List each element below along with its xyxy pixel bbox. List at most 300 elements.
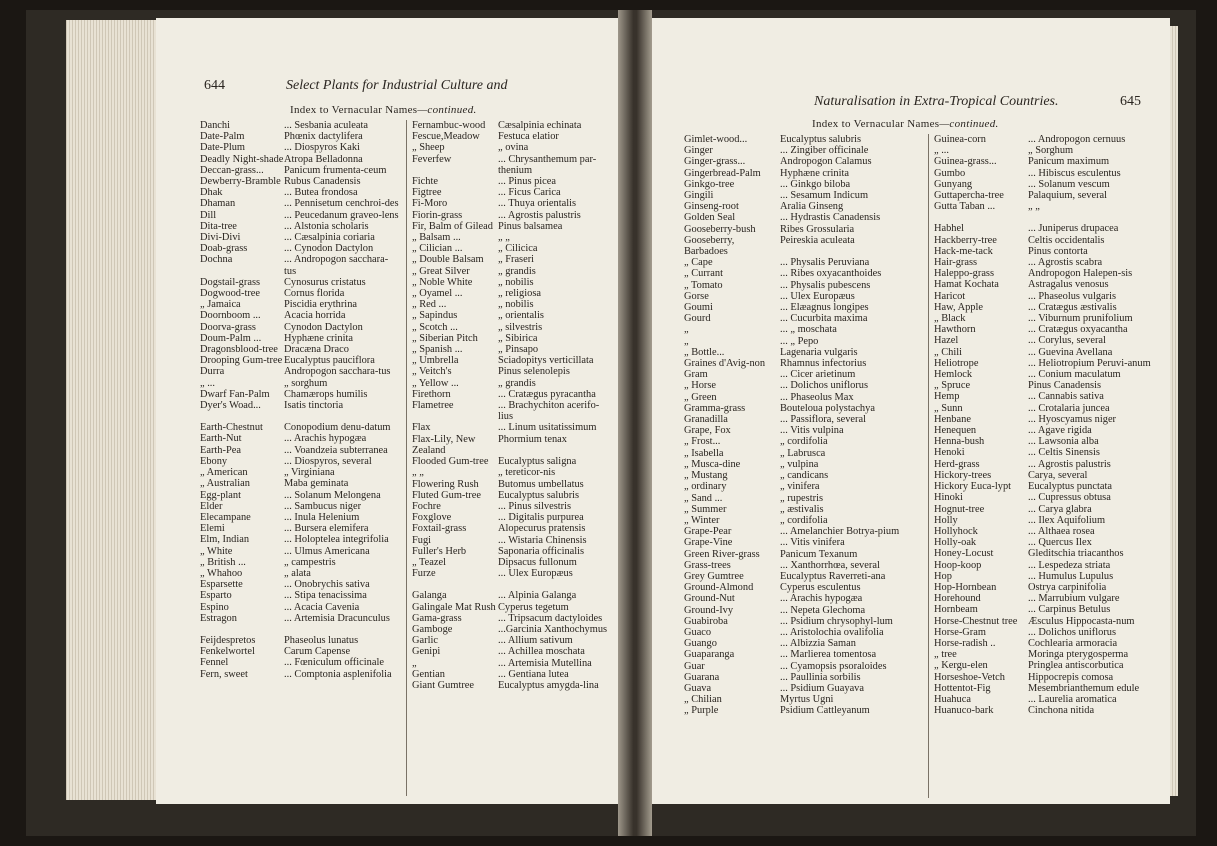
index-latin-name: Psidium Cattleyanum <box>780 705 870 717</box>
left-index-heading <box>290 104 477 116</box>
index-term: „ Mustang <box>684 470 728 482</box>
index-term: Fugi <box>412 534 432 546</box>
index-entry <box>412 333 612 344</box>
index-latin-name: „ rupestris <box>780 492 823 504</box>
index-entry <box>200 142 400 153</box>
index-term: Green River-grass <box>684 548 760 560</box>
index-term: „ Winter <box>684 514 720 526</box>
index-latin-name: ... Cucurbita maxima <box>780 313 868 325</box>
index-entry <box>684 268 922 279</box>
index-latin-name: „ grandis <box>498 265 536 277</box>
index-term: Honey-Locust <box>934 548 994 560</box>
index-latin-name: ... Phaseolus Max <box>780 391 854 403</box>
index-latin-name: ... Phaseolus vulgaris <box>1028 290 1117 302</box>
index-entry <box>934 548 1168 559</box>
index-term: Hop <box>934 570 952 582</box>
index-latin-name: Cochlearia armoracia <box>1028 637 1118 649</box>
index-term: Gingerbread-Palm <box>684 167 761 179</box>
index-latin-name: Palaquium, several <box>1028 190 1108 202</box>
index-latin-name: „ orientalis <box>498 310 544 322</box>
index-term: Golden Seal <box>684 212 736 224</box>
index-entry <box>412 254 612 265</box>
index-latin-name: „ candicans <box>780 470 829 482</box>
index-term: Hinoki <box>934 492 963 504</box>
index-entry <box>200 602 400 613</box>
index-latin-name: ... Heliotropium Peruvi-anum <box>1028 357 1151 369</box>
index-term: Dhaman <box>200 198 236 210</box>
index-term: Haw, Apple <box>934 301 983 313</box>
index-entry <box>684 515 922 526</box>
index-latin-name: ... „ Pepo <box>780 335 819 347</box>
index-entry <box>684 392 922 403</box>
index-term: Guarana <box>684 671 720 683</box>
index-term: Guaco <box>684 626 712 638</box>
index-term: „ Horse <box>684 380 717 392</box>
index-latin-name: ... Sesamum Indicum <box>780 190 869 202</box>
index-latin-name: „ alata <box>284 567 311 579</box>
index-term: Hazel <box>934 335 959 347</box>
index-entry <box>684 448 922 459</box>
index-term: Horse-radish .. <box>934 637 996 649</box>
index-term: Gram <box>684 369 708 381</box>
left-index-heading-text: Index to Vernacular Names <box>290 104 418 116</box>
index-term: Doab-grass <box>200 243 248 255</box>
index-entry <box>684 414 922 425</box>
index-entry <box>412 635 612 646</box>
index-term: „ Purple <box>684 705 719 717</box>
index-latin-name: Sciadopitys verticillata <box>498 355 594 367</box>
index-latin-name: Eucalyptus punctata <box>1028 481 1112 493</box>
index-latin-name: ... Albizzia Saman <box>780 638 856 650</box>
index-latin-name: ... Sambucus niger <box>284 500 362 512</box>
index-entry <box>200 422 400 433</box>
index-entry <box>934 672 1168 683</box>
index-latin-name: Peireskia aculeata <box>780 234 855 246</box>
index-term: Flax-Lily, New Zealand <box>412 433 476 456</box>
index-latin-name: Cyperus tegetum <box>498 601 569 613</box>
index-latin-name: Piscidia erythrina <box>284 299 358 311</box>
index-entry <box>200 288 400 299</box>
left-column-divider <box>406 120 407 796</box>
index-term: Holly-oak <box>934 537 977 549</box>
index-latin-name: ... Aristolochia ovalifolia <box>780 626 884 638</box>
index-latin-name: ... Cratægus oxyacantha <box>1028 324 1128 336</box>
index-term: „ Summer <box>684 503 727 515</box>
index-latin-name: Conopodium denu-datum <box>284 422 391 434</box>
index-latin-name: ... Arachis hypogæa <box>284 433 367 445</box>
index-latin-name: Cornus florida <box>284 288 345 300</box>
index-latin-name: „ æstivalis <box>780 503 824 515</box>
index-entry <box>934 504 1168 515</box>
index-term: Henbane <box>934 413 971 425</box>
index-entry <box>200 546 400 557</box>
index-term: Huanuco-bark <box>934 705 994 717</box>
index-entry <box>200 624 400 635</box>
index-term: Gutta Taban ... <box>934 201 996 213</box>
index-latin-name: Carya, several <box>1028 469 1088 481</box>
index-term: Doum-Palm ... <box>200 332 262 344</box>
index-entry <box>412 266 612 277</box>
index-latin-name: Panicum frumenta-ceum <box>284 164 387 176</box>
index-entry <box>200 613 400 624</box>
index-entry <box>200 657 400 668</box>
index-entry <box>934 425 1168 436</box>
index-entry <box>684 336 922 347</box>
index-entry <box>412 142 612 153</box>
index-entry <box>934 403 1168 414</box>
index-term: Durra <box>200 366 225 378</box>
index-latin-name: Eucalyptus saligna <box>498 456 577 468</box>
index-entry <box>684 347 922 358</box>
index-entry <box>684 560 922 571</box>
index-latin-name: ... Ilex Aquifolium <box>1028 514 1106 526</box>
index-term: Guinea-corn <box>934 134 986 145</box>
index-latin-name: ... Marrubium vulgare <box>1028 593 1120 605</box>
index-term: Guttapercha-tree <box>934 190 1004 202</box>
index-entry <box>200 456 400 467</box>
index-entry <box>200 277 400 288</box>
index-entry <box>200 433 400 444</box>
index-term: „ White <box>200 545 233 557</box>
index-term: Gentian <box>412 668 445 680</box>
index-term: Guava <box>684 682 712 694</box>
index-latin-name: ... Achillea moschata <box>498 646 585 658</box>
index-entry <box>412 590 612 601</box>
index-latin-name: Gleditschia triacanthos <box>1028 548 1124 560</box>
index-term: Fir, Balm of Gilead <box>412 220 493 232</box>
index-latin-name: ... Inula Helenium <box>284 511 360 523</box>
index-latin-name: Eucalyptus amygda-lina <box>498 679 599 691</box>
index-term: Guabiroba <box>684 615 728 627</box>
index-term: „ Double Balsam <box>412 254 484 266</box>
index-term: Gumbo <box>934 167 966 179</box>
index-term: Flowering Rush <box>412 478 479 490</box>
index-latin-name: Atropa Belladonna <box>284 153 363 165</box>
index-term: Horse-Gram <box>934 626 986 638</box>
index-term: Egg-plant <box>200 489 241 501</box>
index-latin-name: ... Lespedeza striata <box>1028 559 1111 571</box>
index-term: Hornbeam <box>934 604 978 616</box>
index-entry <box>200 557 400 568</box>
index-latin-name: „ vulpina <box>780 458 819 470</box>
index-latin-name: Maba geminata <box>284 478 349 490</box>
left-index-column-2 <box>412 120 612 691</box>
index-latin-name: Eucalyptus salubris <box>498 489 580 501</box>
index-term: Hemp <box>934 391 960 403</box>
index-entry <box>200 210 400 221</box>
index-entry <box>684 683 922 694</box>
index-latin-name: Moringa pterygosperma <box>1028 649 1129 661</box>
index-entry <box>934 369 1168 380</box>
index-latin-name: Pinus Canadensis <box>1028 380 1102 392</box>
index-latin-name: Pinus selenolepis <box>498 366 570 378</box>
index-term: „ Whahoo <box>200 567 243 579</box>
index-entry <box>684 235 922 257</box>
index-entry <box>934 257 1168 268</box>
index-entry <box>934 190 1168 201</box>
index-latin-name: ... „ moschata <box>780 324 837 336</box>
index-latin-name: ... Elæagnus longipes <box>780 302 869 314</box>
index-term <box>412 579 498 590</box>
index-term: Hognut-tree <box>934 503 985 515</box>
index-latin-name: Carum Capense <box>284 646 351 658</box>
index-entry <box>684 201 922 212</box>
index-entry <box>412 355 612 366</box>
index-term: „ Green <box>684 391 717 403</box>
index-latin-name: ... Bursera elemifera <box>284 523 369 535</box>
index-term: Fescue,Meadow <box>412 131 480 143</box>
index-entry <box>200 131 400 142</box>
index-term: „ Sunn <box>934 402 963 414</box>
index-latin-name: ... Pennisetum cenchroi-des <box>284 198 399 210</box>
index-term: Dyer's Woad... <box>200 400 261 412</box>
index-term: Henna-bush <box>934 436 985 448</box>
index-term: Henequen <box>934 425 977 437</box>
index-latin-name: Festuca elatior <box>498 131 559 143</box>
index-term <box>934 212 1028 223</box>
index-term: Guango <box>684 638 717 650</box>
index-latin-name: ... Andropogon sacchara-tus <box>284 254 389 277</box>
index-entry <box>412 400 612 422</box>
index-entry <box>934 481 1168 492</box>
index-entry <box>412 434 612 456</box>
index-term: Date-Plum <box>200 142 246 154</box>
index-entry <box>412 557 612 568</box>
index-term: „ Currant <box>684 268 723 280</box>
index-latin-name: ... Ficus Carica <box>498 187 561 199</box>
index-latin-name: „ „ <box>498 232 510 244</box>
index-entry <box>684 179 922 190</box>
index-term: Garlic <box>412 635 438 647</box>
index-term: Feverfew <box>412 153 452 165</box>
right-column-divider <box>928 134 929 798</box>
index-term: Hottentot-Fig <box>934 682 991 694</box>
index-term: „ Oyamel ... <box>412 288 463 300</box>
index-entry <box>684 649 922 660</box>
index-term: „ Tomato <box>684 279 723 291</box>
index-term: Hack-me-tack <box>934 245 993 257</box>
index-entry <box>934 279 1168 290</box>
index-entry <box>684 190 922 201</box>
index-term: „ British ... <box>200 556 246 568</box>
index-latin-name: ... Cratægus æstivalis <box>1028 301 1117 313</box>
index-entry <box>934 470 1168 481</box>
index-latin-name: ... Quercus Ilex <box>1028 537 1092 549</box>
index-latin-name: „ Virginiana <box>284 467 335 479</box>
index-latin-name: ... Ribes oxyacanthoides <box>780 268 882 280</box>
index-term: Fichte <box>412 176 438 188</box>
index-term: Dill <box>200 209 217 221</box>
index-entry <box>684 493 922 504</box>
index-term: Divi-Divi <box>200 232 241 244</box>
index-term: Esparsette <box>200 579 243 591</box>
index-entry <box>200 411 400 422</box>
index-entry <box>200 344 400 355</box>
index-latin-name: ... Ulex Europæus <box>780 290 855 302</box>
index-term: Dhak <box>200 187 223 199</box>
index-latin-name: Cynodon Dactylon <box>284 321 363 333</box>
index-term: Heliotrope <box>934 357 979 369</box>
index-entry <box>412 243 612 254</box>
index-latin-name: ... Chrysanthemum par-thenium <box>498 153 597 176</box>
index-entry <box>934 616 1168 627</box>
index-latin-name: Dipsacus fullonum <box>498 556 577 568</box>
index-entry <box>934 560 1168 571</box>
index-term: Fluted Gum-tree <box>412 489 481 501</box>
index-latin-name: Ostrya carpinifolia <box>1028 581 1107 593</box>
index-term: Deccan-grass... <box>200 164 264 176</box>
index-term: „ Bottle... <box>684 346 725 358</box>
index-latin-name: ... Digitalis purpurea <box>498 512 584 524</box>
index-entry <box>684 526 922 537</box>
index-term: Hair-grass <box>934 257 978 269</box>
index-term: „ Australian <box>200 478 250 490</box>
index-latin-name: „ grandis <box>498 377 536 389</box>
index-entry <box>934 660 1168 671</box>
index-latin-name: ... Vitis vinifera <box>780 537 845 549</box>
right-index-column-2 <box>934 134 1168 716</box>
index-latin-name: ... Brachychiton acerifo-lius <box>498 400 600 423</box>
index-latin-name: ... Pinus picea <box>498 176 557 188</box>
index-entry <box>200 187 400 198</box>
index-entry <box>934 414 1168 425</box>
index-entry <box>934 537 1168 548</box>
index-entry <box>412 344 612 355</box>
index-entry <box>412 154 612 176</box>
index-latin-name: Pinus balsamea <box>498 220 563 232</box>
index-entry <box>934 694 1168 705</box>
index-latin-name: ... Tripsacum dactyloides <box>498 612 603 624</box>
index-term: Gimlet-wood... <box>684 134 748 145</box>
index-latin-name: ... Laurelia aromatica <box>1028 693 1117 705</box>
index-entry <box>412 523 612 534</box>
index-term: „ American <box>200 467 248 479</box>
index-entry <box>684 481 922 492</box>
index-entry <box>934 347 1168 358</box>
index-entry <box>934 649 1168 660</box>
index-term: Hackberry-tree <box>934 234 997 246</box>
index-entry <box>934 459 1168 470</box>
index-latin-name: ... Physalis Peruviana <box>780 257 870 269</box>
index-latin-name: ... Alstonia scholaris <box>284 220 369 232</box>
index-term: Dragonsblood-tree <box>200 344 278 356</box>
index-term: Hickory-trees <box>934 469 992 481</box>
index-entry <box>684 313 922 324</box>
index-term: „ Yellow ... <box>412 377 459 389</box>
right-index-heading-text: Index to Vernacular Names <box>812 118 940 130</box>
index-latin-name: Hippocrepis comosa <box>1028 671 1114 683</box>
index-latin-name: Hyphæne crinita <box>780 167 849 179</box>
index-term: Genipi <box>412 646 441 658</box>
right-index-column-1 <box>684 134 922 717</box>
index-entry <box>412 680 612 691</box>
index-latin-name: „ campestris <box>284 556 336 568</box>
index-latin-name: ... Juniperus drupacea <box>1028 223 1119 235</box>
index-entry <box>200 534 400 545</box>
index-entry <box>412 613 612 624</box>
index-term: Doornboom ... <box>200 310 261 322</box>
index-latin-name: ... Artemisia Dracunculus <box>284 612 390 624</box>
index-term: Grape-Pear <box>684 526 732 538</box>
index-term: „ Teazel <box>412 556 446 568</box>
index-entry <box>934 604 1168 615</box>
index-term: Danchi <box>200 120 231 131</box>
index-latin-name: ... Agrostis scabra <box>1028 257 1103 269</box>
index-latin-name: ... Cratægus pyracantha <box>498 388 596 400</box>
index-term: Ginger <box>684 145 713 157</box>
index-term: Dita-tree <box>200 220 237 232</box>
index-term: „ Balsam ... <box>412 232 461 244</box>
index-entry <box>684 224 922 235</box>
index-term: Doorva-grass <box>200 321 256 333</box>
index-term: Feijdespretos <box>200 634 256 646</box>
left-running-title: Select Plants for Industrial Culture and <box>286 78 508 93</box>
index-term: Hamat Kochata <box>934 279 999 291</box>
index-term: Estragon <box>200 612 237 624</box>
index-latin-name: „ Labrusca <box>780 447 826 459</box>
index-entry <box>934 313 1168 324</box>
index-latin-name: „ silvestris <box>498 321 543 333</box>
index-entry <box>412 568 612 579</box>
index-entry <box>200 366 400 377</box>
index-entry <box>412 221 612 232</box>
index-latin-name: ... Cicer arietinum <box>780 369 856 381</box>
index-latin-name: ... Arachis hypogæa <box>780 593 863 605</box>
index-entry <box>200 590 400 601</box>
index-term: „ Jamaica <box>200 299 241 311</box>
index-latin-name: Phaseolus lunatus <box>284 634 359 646</box>
index-term: „ Sand ... <box>684 492 723 504</box>
index-latin-name: ... Thuya orientalis <box>498 198 577 210</box>
index-term: Earth-Pea <box>200 444 241 456</box>
index-term: Gooseberry-bush <box>684 223 756 235</box>
index-term: „ Cilician ... <box>412 243 463 255</box>
index-entry <box>412 479 612 490</box>
index-latin-name: ... Dolichos uniflorus <box>1028 626 1117 638</box>
index-latin-name: ... Nepeta Glechoma <box>780 604 866 616</box>
index-latin-name: ... Onobrychis sativa <box>284 579 370 591</box>
index-latin-name: Aralia Ginseng <box>780 201 844 213</box>
left-index-heading-suffix: —continued. <box>417 104 477 116</box>
index-entry <box>412 232 612 243</box>
index-latin-name: ... Paullinia sorbilis <box>780 671 861 683</box>
index-term: „ Frost... <box>684 436 721 448</box>
index-term: Flooded Gum-tree <box>412 456 489 468</box>
index-entry <box>684 168 922 179</box>
index-entry <box>200 669 400 680</box>
index-entry <box>200 322 400 333</box>
index-entry <box>412 579 612 590</box>
index-latin-name: ... Holoptelea integrifolia <box>284 534 389 546</box>
index-latin-name: Phormium tenax <box>498 433 567 445</box>
index-latin-name: ... Cæsalpinia coriaria <box>284 232 375 244</box>
index-entry <box>684 280 922 291</box>
index-entry <box>200 333 400 344</box>
index-entry <box>200 467 400 478</box>
index-entry <box>684 134 922 145</box>
index-latin-name: Acacia horrida <box>284 310 346 322</box>
index-latin-name: Phœnix dactylifera <box>284 131 363 143</box>
index-entry <box>200 512 400 523</box>
page-edges-left <box>66 20 158 800</box>
index-term: Furze <box>412 568 436 580</box>
index-entry <box>412 456 612 467</box>
index-entry <box>200 310 400 321</box>
index-latin-name: ... Psidium chrysophyl-lum <box>780 615 893 627</box>
index-term: Ground-Nut <box>684 593 735 605</box>
index-entry <box>412 322 612 333</box>
index-term: „ ... <box>934 145 950 157</box>
